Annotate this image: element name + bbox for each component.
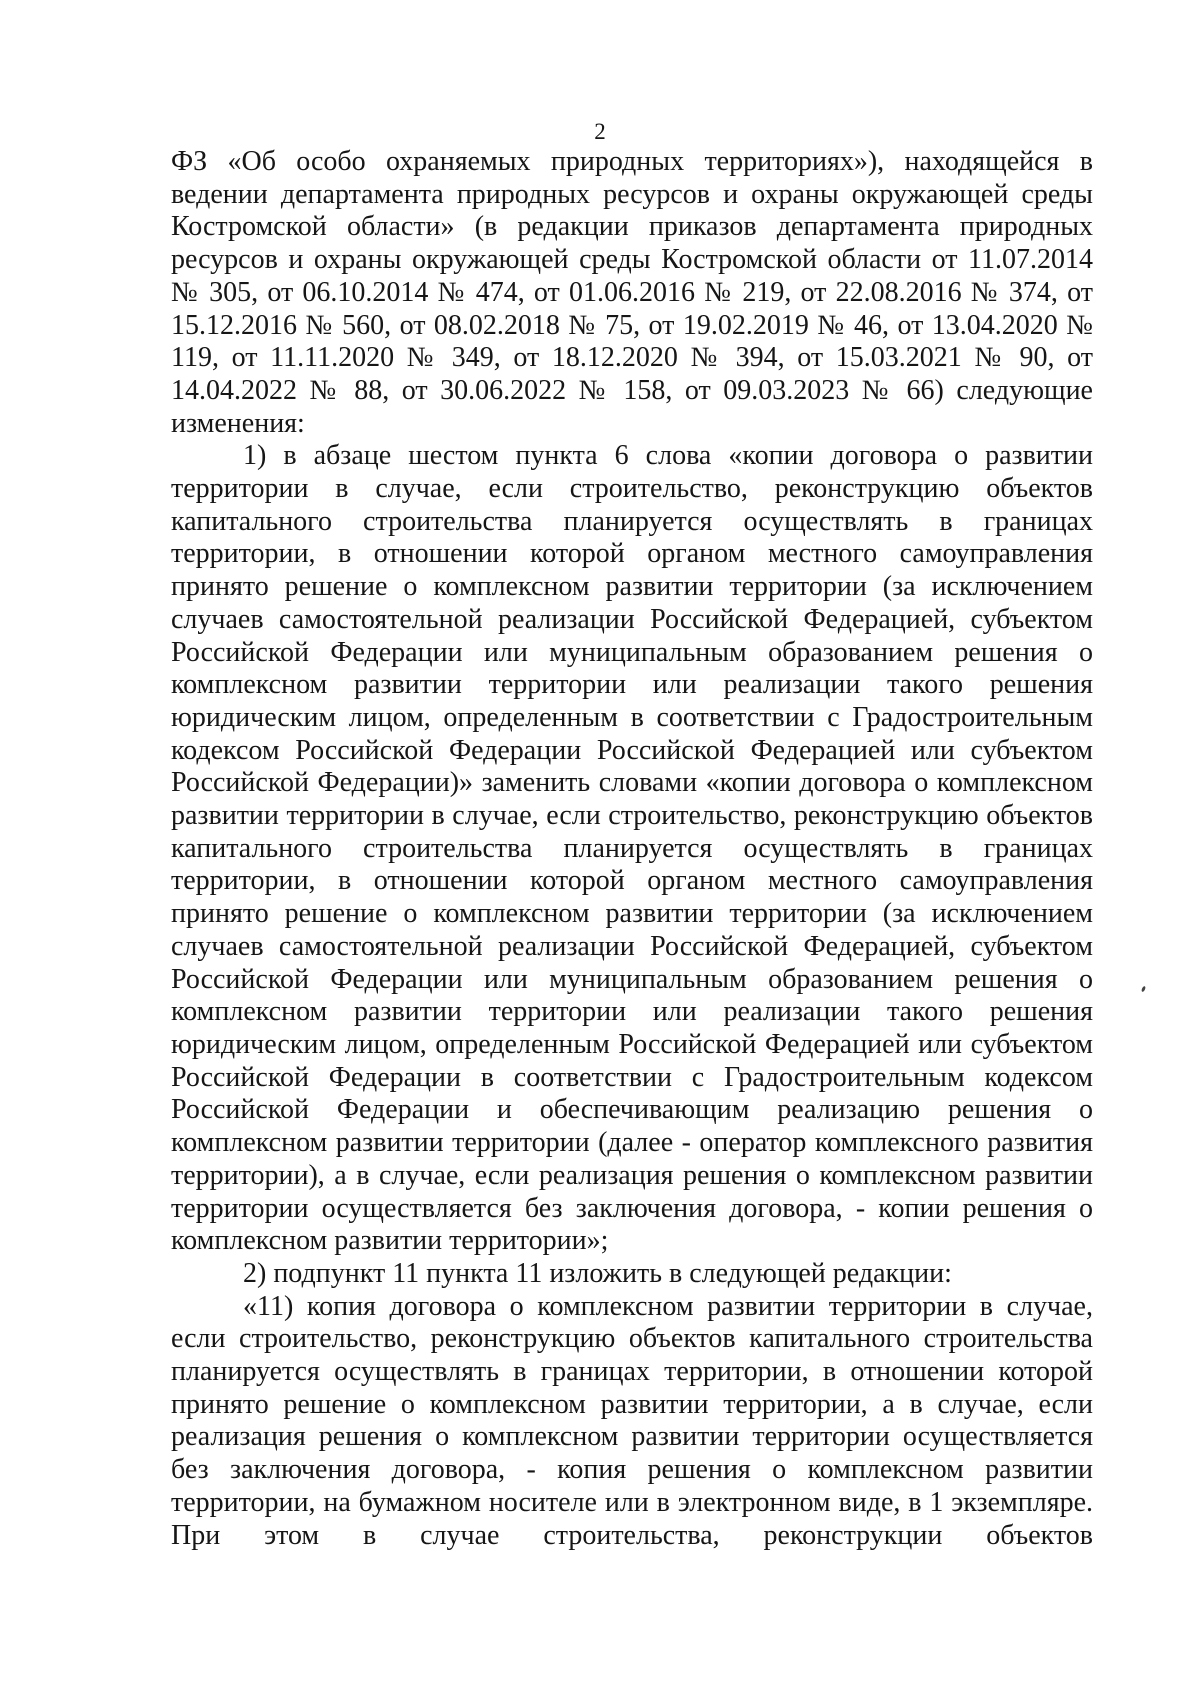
page-number: 2 <box>594 119 606 144</box>
scan-speck <box>1141 986 1146 993</box>
document-body <box>171 146 1093 1552</box>
paragraph-intro: ФЗ «Об особо охраняемых природных территориях»), находящейся в ведении департамента природных ресурсов и охраны окружающей среды Костромской области» (в редакции приказов департамента природных ресурсов и охраны окружающей среды Костромской области от 11.07.2014 № 305, от 06.10.2014 № 474, от 01.06.2016 № 219, от 22.08.2016 № 374, от 15.12.2016 № 560, от 08.02.2018 № 75, от 19.02.2019 № 46, от 13.04.2020 № 119, от 11.11.2020 № 349, от 18.12.2020 № 394, от 15.03.2021 № 90, от 14.04.2022 № 88, от 30.06.2022 № 158, от 09.03.2023 № 66) следующие изменения: <box>171 146 1093 439</box>
paragraph-item-2: 2) подпункт 11 пункта 11 изложить в следующей редакции: <box>243 1257 952 1289</box>
paragraph-item-1: 1) в абзаце шестом пункта 6 слова «копии договора о развитии территории в случае, если строительство, реконструкцию объектов капитального строительства планируется осуществлять в границах территории, в отношении которой органом местного самоуправления принято решение о комплексном развитии территории (за исключением случаев самостоятельной реализации Российской Федерацией, субъектом Российской Федерации или муниципальным образованием решения о комплексном развитии территории или реализации такого решения юридическим лицом, определенным в соответствии с Градостроительным кодексом Российской Федерации Российской Федерацией или субъектом Российской Федерации)» заменить словами «копии договора о комплексном развитии территории в случае, если строительство, реконструкцию объектов капитального строительства планируется осуществлять в границах территории, в отношении которой органом местного самоуправления принято решение о комплексном развитии территории (за исключением случаев самостоятельной реализации Российской Федерацией, субъектом Российской Федерации или муниципальным образованием решения о комплексном развитии территории или реализации такого решения юридическим лицом, определенным Российской Федерацией или субъектом Российской Федерации в соответствии с Градостроительным кодексом Российской Федерации и обеспечивающим реализацию решения о комплексном развитии территории (далее - оператор комплексного развития территории), а в случае, если реализация решения о комплексном развитии территории осуществляется без заключения договора, - копии решения о комплексном развитии территории»; <box>171 440 1093 1257</box>
paragraph-quoted-subitem-11: «11) копия договора о комплексном развитии территории в случае, если строительство, реконструкцию объектов капитального строительства планируется осуществлять в границах территории, в отношении которой принято решение о комплексном развитии территории, а в случае, если реализация решения о комплексном развитии территории осуществляется без заключения договора, - копия решения о комплексном развитии территории, на бумажном носителе или в электронном виде, в 1 экземпляре. При этом в случае строительства, реконструкции объектов <box>171 1290 1093 1551</box>
